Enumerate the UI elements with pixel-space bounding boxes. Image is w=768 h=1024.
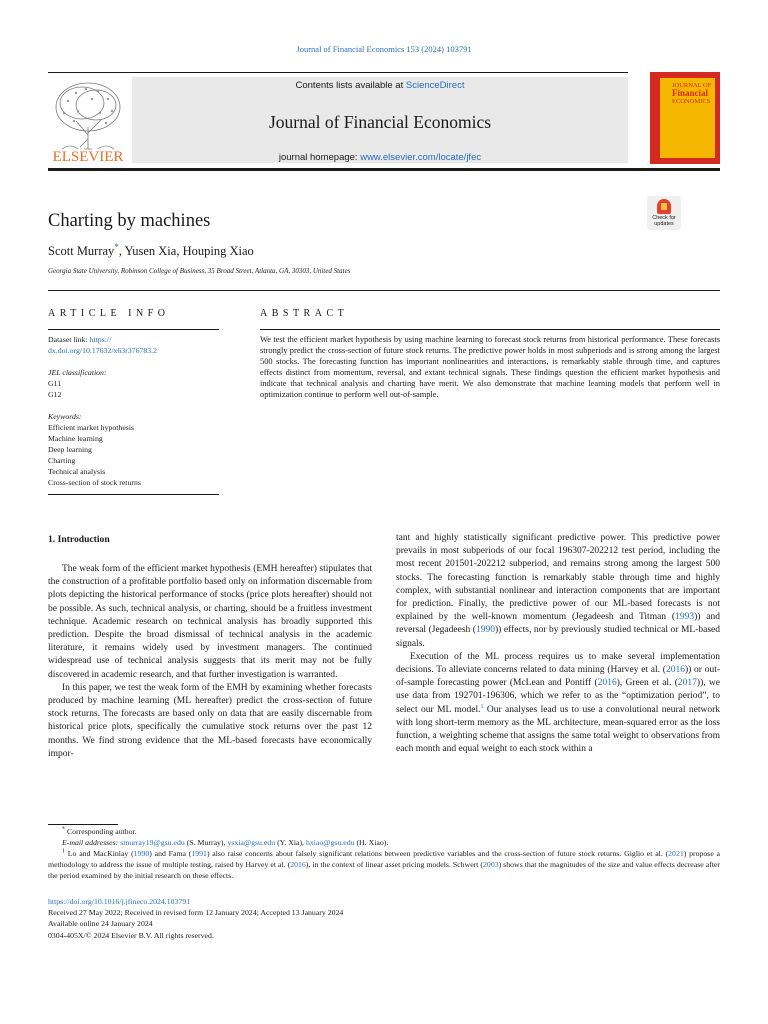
footnote-1 [48, 848, 720, 881]
jel-label: JEL classification: [48, 368, 107, 377]
cover-line-3: ECONOMICS [672, 98, 711, 105]
text-run: ), in the context of linear asset pricing models. Schwert ( [305, 860, 484, 870]
text-run: )) and reversal (Jegadeesh ( [396, 612, 720, 636]
available-online: Available online 24 January 2024 [48, 919, 153, 929]
abstract-heading: ABSTRACT [260, 308, 349, 319]
footnote-mark: 1 [62, 848, 65, 855]
citation-link[interactable]: 1990 [475, 625, 495, 636]
text-run: Lo and MacKinlay ( [67, 849, 134, 859]
copyright: 0304-405X/© 2024 Elsevier B.V. All rights reserved. [48, 930, 214, 940]
text-run: )), we use data from 192701-196306, which we refer to as the “optimization period”, to select our ML model. [396, 678, 721, 715]
keyword: Cross-section of stock returns [48, 478, 141, 487]
keyword: Technical analysis [48, 467, 106, 476]
citation-link[interactable]: 2003 [483, 860, 499, 870]
journal-name: Journal of Financial Economics [268, 112, 492, 132]
footnotes [48, 826, 720, 881]
footnote-mark: * [62, 826, 65, 833]
citation-link[interactable]: 1993 [675, 612, 695, 623]
publication-info [48, 896, 343, 941]
elsevier-wordmark: ELSEVIER [52, 149, 124, 165]
citation-link[interactable]: 2016 [597, 678, 617, 689]
received-dates: Received 27 May 2022; Received in revised form 12 January 2024; Accepted 13 January 2024 [48, 908, 344, 918]
citation-link[interactable]: 2016 [665, 665, 685, 676]
dataset-link[interactable]: https:// [89, 335, 112, 344]
article-title: Charting by machines [48, 211, 211, 231]
dataset-line [48, 334, 223, 345]
body-column-right [396, 532, 720, 756]
text-run: Our analyses lead us to use a convolutional neural network with long short-term memory as the ML architecture, mean-squared error as the loss function, a weighting scheme that assigns the same total weight to observations from each month and equal weight to each stock within a [396, 704, 720, 755]
text-run: (H. Xiao). [354, 838, 389, 848]
article-info-panel [48, 334, 223, 495]
section-heading-introduction: 1. Introduction [48, 534, 110, 545]
citation-link[interactable]: 2021 [668, 849, 684, 859]
text-run: ) propose a methodology to address the issue of multiple testing, raised by Harvey et al. ( [48, 849, 721, 870]
keyword: Machine learning [48, 434, 103, 443]
keywords-label: Keywords: [48, 412, 82, 421]
header-rule-thick [48, 168, 720, 171]
author-others[interactable]: , Yusen Xia, Houping Xiao [118, 244, 254, 259]
keyword: Charting [48, 456, 76, 465]
text-run: ) also raise concerns about falsely significant relations between predictive variables and the cross-section of future stock returns. Giglio et al. ( [206, 849, 669, 859]
divider [48, 329, 219, 330]
paragraph [396, 532, 720, 651]
keyword: Efficient market hypothesis [48, 423, 135, 432]
homepage-prefix: journal homepage: [278, 152, 361, 163]
text-run: Execution of the ML process requires us to make several implementation decisions. To alleviate concerns related to data mining (Harvey et al. ( [396, 651, 720, 676]
paragraph: The weak form of the efficient market hypothesis (EMH hereafter) stipulates that the construction of a profitable portfolio based only on information discernable from plots depicting the historical performance of stocks (price plots hereafter) should not be possible. As such, technical analysis, or charting, should be a fruitless investment technique. Academic research on technical analysis has broadly supported this prediction. Despite the broad dismissal of technical analysis in the academic literature, it remains widely used by investment managers. The continued widespread use of technical analysis suggests that its merit may not be fully discovered in academic research, and that further investigation is warranted. [48, 564, 372, 680]
email-link[interactable]: ysxia@gsu.edu [227, 838, 276, 848]
contents-prefix: Contents lists available at [295, 80, 406, 91]
affiliation: Georgia State University, Robinson College of Business, 35 Broad Street, Atlanta, GA, 30303, United States [48, 267, 351, 275]
text-run: (Y. Xia), [275, 838, 306, 848]
citation-link[interactable]: 2017 [677, 678, 697, 689]
text-run: ) shows that the magnitudes of the size and value effects decrease after the period examined by the initial research on these effects. [48, 860, 720, 881]
cover-line-1: JOURNAL OF [672, 82, 712, 89]
email-line [48, 837, 720, 848]
email-label: E-mail addresses: [62, 838, 119, 848]
dataset-link-continued[interactable]: dx.doi.org/10.17632/x63r376783.2 [48, 346, 158, 355]
text-run: ) and Fama ( [149, 849, 192, 859]
homepage-line [132, 152, 628, 163]
text-run: ), Green et al. ( [616, 678, 678, 689]
citation-link[interactable]: 1991 [191, 849, 207, 859]
check-updates-label: Check for updates [652, 215, 676, 227]
abstract-text: We test the efficient market hypothesis by using machine learning to forecast stock returns from historical performance. These forecasts strongly predict the cross-section of future stock returns. The predictive power holds in most subperiods and is strong among the largest 500 stocks. The forecasting function has important nonlinearities and interactions, is remarkably stable through time, and captures effects distinct from momentum, reversal, and extant technical signals. These findings question the efficient market hypothesis and indicate that technical analysis and charting have merit. We also demonstrate that machine learning models that perform well in optimization continue to perform well out-of-sample. [260, 335, 720, 400]
paragraph [396, 651, 720, 757]
text-run: )) effects, nor by previously studied technical or ML-based signals. [396, 625, 720, 649]
email-link[interactable]: hxiao@gsu.edu [305, 838, 355, 848]
journal-citation-link[interactable]: Journal of Financial Economics 153 (2024) 103791 [296, 44, 472, 54]
jel-code: G12 [48, 390, 62, 399]
divider [260, 329, 720, 330]
bookmark-icon [657, 199, 671, 214]
article-info-heading: ARTICLE INFO [48, 308, 170, 319]
text-run: )) or out-of-sample forecasting power (McLean and Pontiff ( [396, 665, 720, 689]
author-list [48, 242, 254, 259]
check-for-updates-button[interactable] [647, 196, 681, 230]
footnote-text: Corresponding author. [66, 827, 137, 836]
footnote-ref[interactable]: 1 [480, 703, 484, 710]
sciencedirect-link[interactable]: ScienceDirect [405, 80, 465, 91]
email-link[interactable]: smurray19@gsu.edu [120, 838, 185, 848]
divider [48, 290, 720, 291]
body-column-left [48, 563, 372, 761]
journal-cover-thumbnail[interactable] [650, 72, 720, 164]
keyword: Deep learning [48, 445, 92, 454]
paragraph: In this paper, we test the weak form of the EMH by examining whether forecasts produced by machine learning (ML hereafter) predict the cross-section of future stock returns. The forecasts are based only on data that are easily discernable from historical price plots, specifically the cumulative stock returns over the past 12 months. We find strong evidence that the ML-based forecasts have economically impor- [48, 682, 372, 759]
header-rule [48, 72, 628, 73]
contents-line [132, 80, 628, 91]
cover-line-2: Financial [672, 88, 709, 98]
dataset-label: Dataset link: [48, 335, 90, 344]
footnote-rule [48, 824, 118, 825]
corresponding-author-mark[interactable]: * [114, 242, 119, 252]
divider [48, 494, 219, 495]
citation-link[interactable]: 2016 [290, 860, 306, 870]
jel-code: G11 [48, 379, 62, 388]
text-run: tant and highly statistically significant predictive power. This predictive power prevails in most subperiods of our focal 196307-202212 test period, including the most recent 201501-202212 subperiod, and remains strong among the largest 500 stocks. The forecasting function is remarkably stable through time and highly complex, with substantial nonlinear and interaction components that are important for prediction. Finally, the predictive power of our ML-based forecasts is not explained by the well-known momentum (Jegadeesh and Titman ( [396, 533, 720, 623]
elsevier-logo[interactable] [48, 77, 128, 165]
footnote-star [48, 826, 720, 837]
cover-title [672, 82, 714, 105]
author-1[interactable]: Scott Murray [48, 244, 115, 259]
text-run: (S. Murray), [184, 838, 228, 848]
doi-link[interactable]: https://doi.org/10.1016/j.jfineco.2024.103791 [48, 897, 191, 906]
citation-link[interactable]: 1990 [133, 849, 150, 859]
journal-homepage-link[interactable]: www.elsevier.com/locate/jfec [360, 152, 482, 163]
